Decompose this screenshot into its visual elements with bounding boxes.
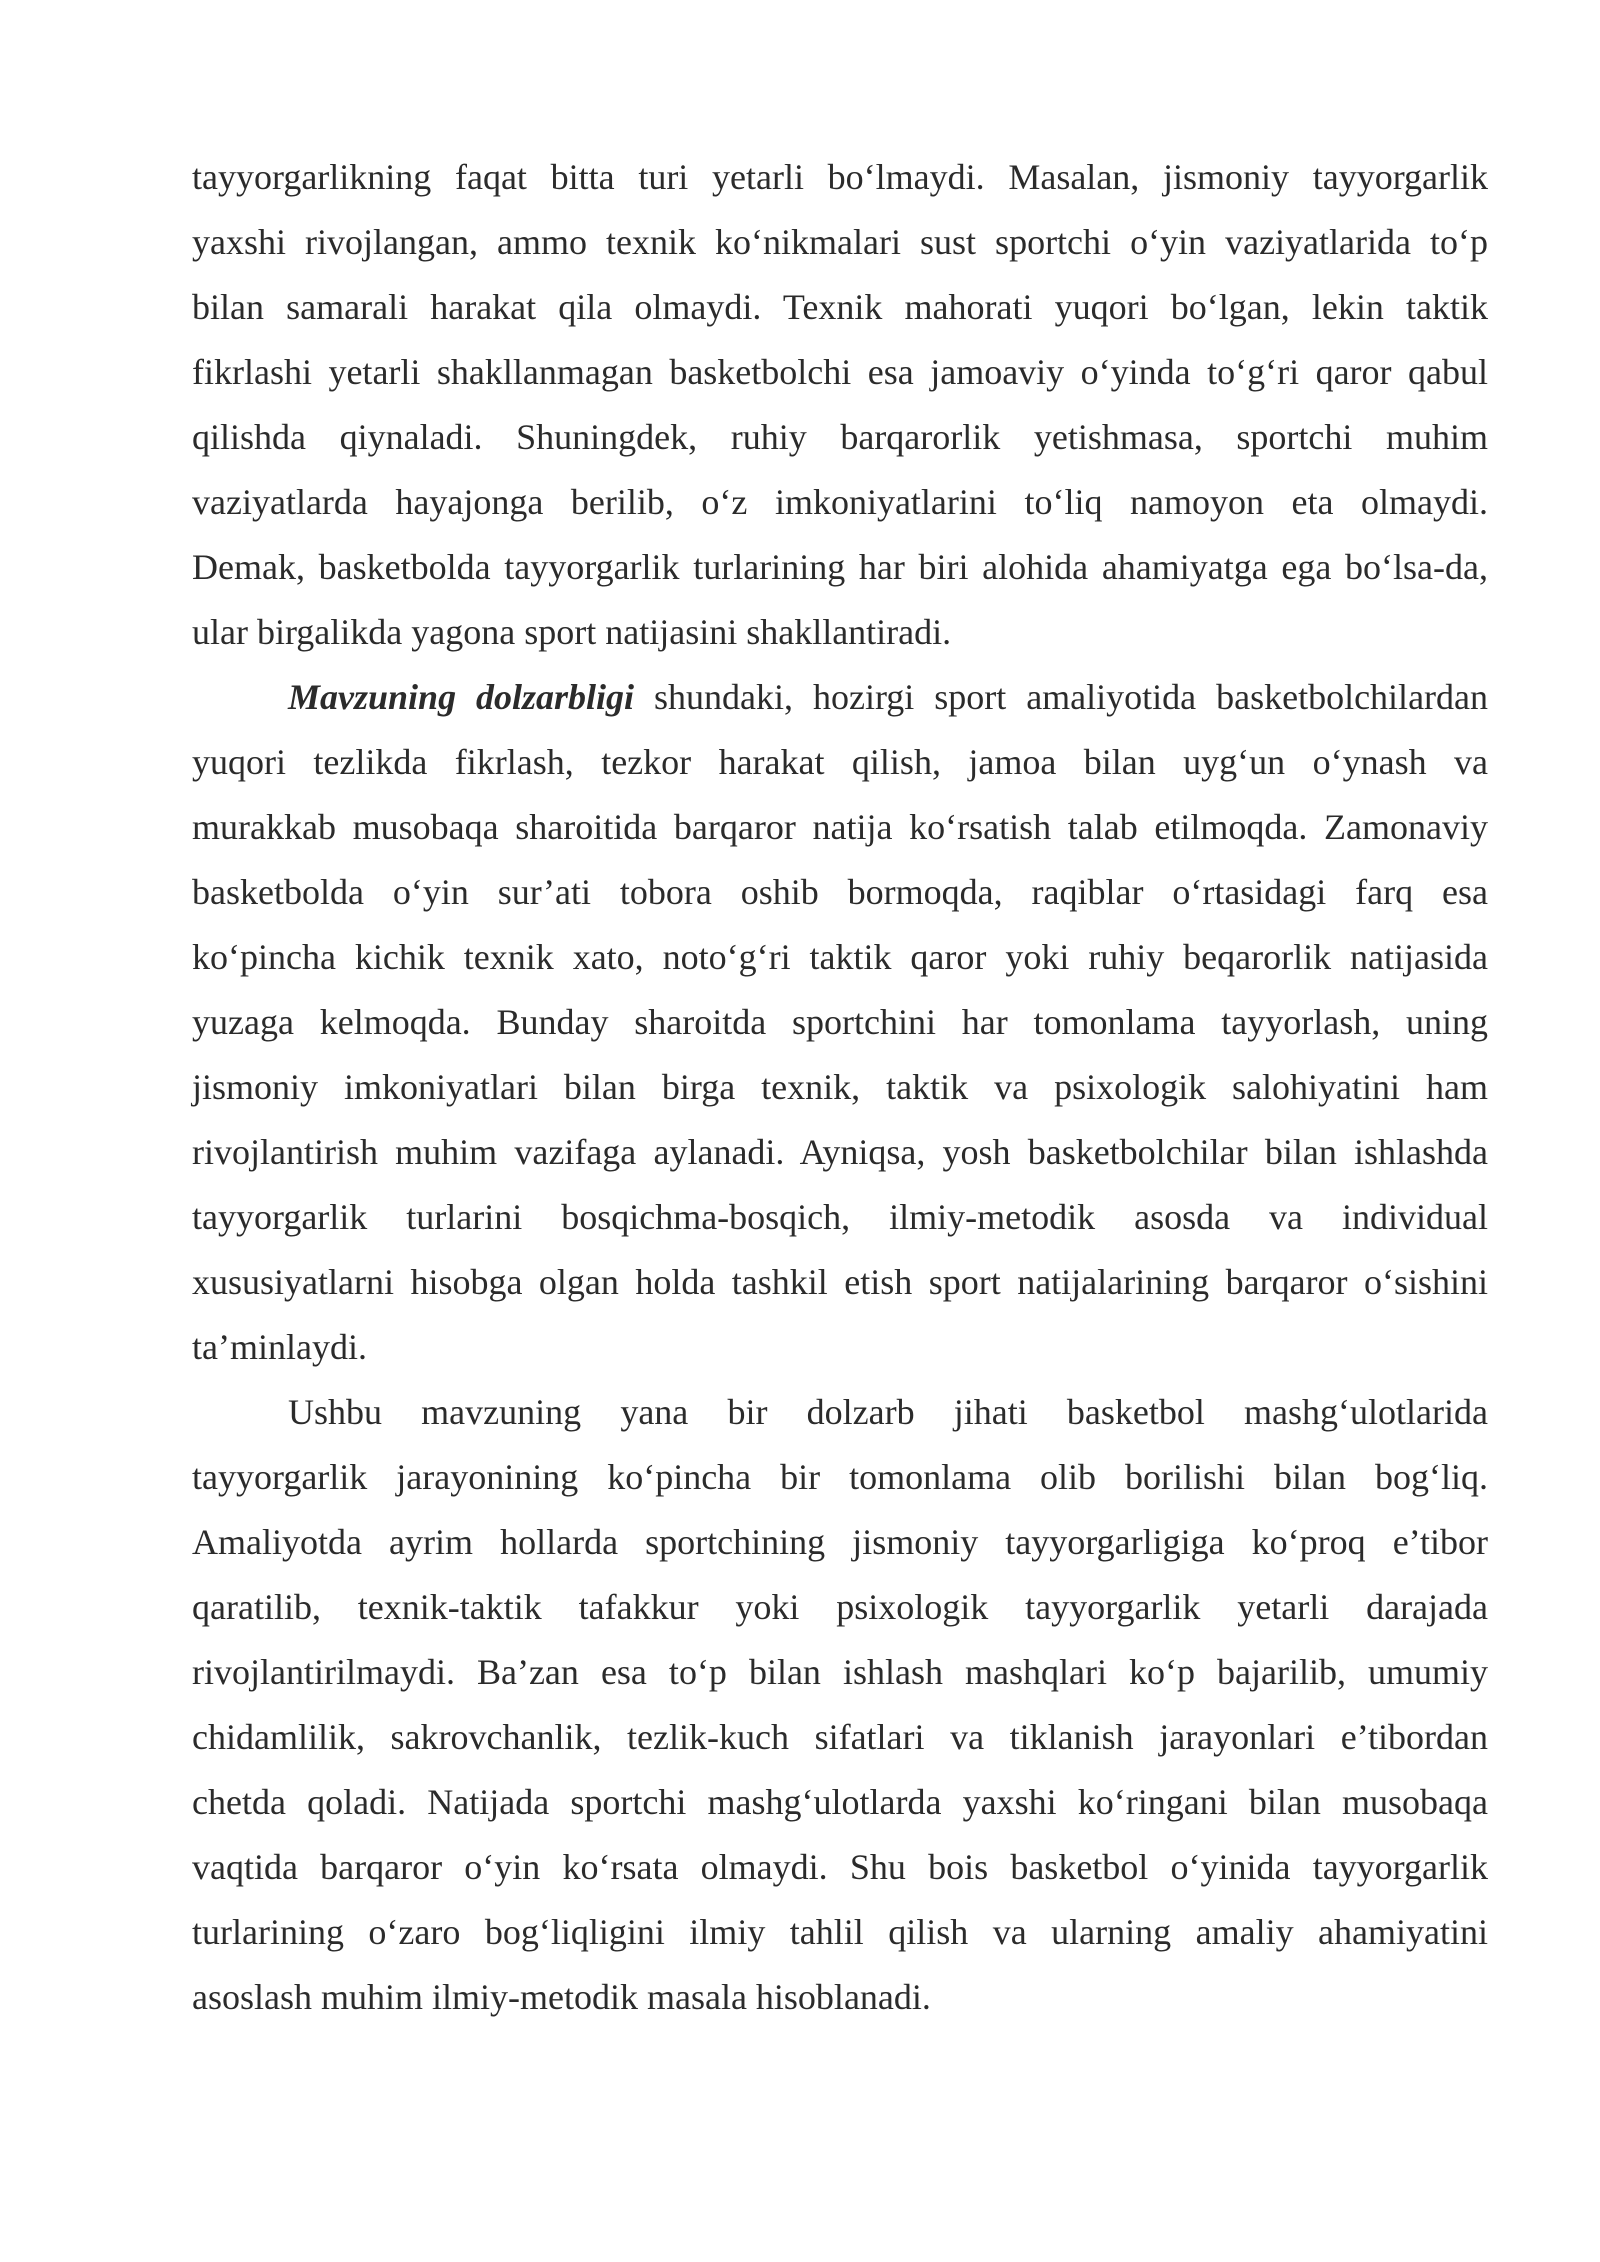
text-line: tayyorgarlik turlarini bosqichma-bosqich, ilmiy-metodik asosda va individual <box>192 1197 1488 1237</box>
text-line: qaratilib, texnik-taktik tafakkur yoki psixologik tayyorgarlik yetarli darajada <box>192 1587 1488 1627</box>
text-line: fikrlashi yetarli shakllanmagan basketbolchi esa jamoaviy o‘yinda to‘g‘ri qaror qabul <box>192 352 1488 392</box>
text-run: shundaki, hozirgi sport amaliyotida basketbolchilardan <box>634 677 1489 717</box>
text-line: asoslash muhim ilmiy-metodik masala hisoblanadi. <box>192 1977 931 2017</box>
text-line: tayyorgarlikning faqat bitta turi yetarli bo‘lmaydi. Masalan, jismoniy tayyorgarlik <box>192 157 1488 197</box>
text-line: ular birgalikda yagona sport natijasini shakllantiradi. <box>192 612 952 652</box>
text-line: chidamlilik, sakrovchanlik, tezlik-kuch sifatlari va tiklanish jarayonlari e’tibordan <box>192 1717 1488 1757</box>
text-line: ta’minlaydi. <box>192 1327 367 1367</box>
text-line: bilan samarali harakat qila olmaydi. Texnik mahorati yuqori bo‘lgan, lekin taktik <box>192 287 1488 327</box>
text-line <box>192 665 1488 730</box>
text-line: vaziyatlarda hayajonga berilib, o‘z imkoniyatlarini to‘liq namoyon eta olmaydi. <box>192 482 1488 522</box>
text-line: yuzaga kelmoqda. Bunday sharoitda sportchini har tomonlama tayyorlash, uning <box>192 1002 1488 1042</box>
text-line: xususiyatlarni hisobga olgan holda tashkil etish sport natijalarining barqaror o‘sishini <box>192 1262 1488 1302</box>
text-line: rivojlantirilmaydi. Ba’zan esa to‘p bilan ishlash mashqlari ko‘p bajarilib, umumiy <box>192 1652 1488 1692</box>
text-line: yuqori tezlikda fikrlash, tezkor harakat qilish, jamoa bilan uyg‘un o‘ynash va <box>192 742 1488 782</box>
text-line: tayyorgarlik jarayonining ko‘pincha bir tomonlama olib borilishi bilan bog‘liq. <box>192 1457 1488 1497</box>
text-line: jismoniy imkoniyatlari bilan birga texnik, taktik va psixologik salohiyatini ham <box>192 1067 1488 1107</box>
text-line: murakkab musobaqa sharoitida barqaror natija ko‘rsatish talab etilmoqda. Zamonaviy <box>192 807 1488 847</box>
text-line: basketbolda o‘yin sur’ati tobora oshib bormoqda, raqiblar o‘rtasidagi farq esa <box>192 872 1488 912</box>
emphasized-term: Mavzuning dolzarbligi <box>288 677 635 717</box>
document-body <box>192 145 1488 2030</box>
text-line: vaqtida barqaror o‘yin ko‘rsata olmaydi. Shu bois basketbol o‘yinida tayyorgarlik <box>192 1847 1488 1887</box>
paragraph <box>192 1380 1488 2030</box>
text-line: rivojlantirish muhim vazifaga aylanadi. Ayniqsa, yosh basketbolchilar bilan ishlashda <box>192 1132 1488 1172</box>
text-line: qilishda qiynaladi. Shuningdek, ruhiy barqarorlik yetishmasa, sportchi muhim <box>192 417 1488 457</box>
text-line: turlarining o‘zaro bog‘liqligini ilmiy tahlil qilish va ularning amaliy ahamiyatini <box>192 1912 1488 1952</box>
text-line: yaxshi rivojlangan, ammo texnik ko‘nikmalari sust sportchi o‘yin vaziyatlarida to‘p <box>192 222 1488 262</box>
text-line: Ushbu mavzuning yana bir dolzarb jihati basketbol mashg‘ulotlarida <box>288 1392 1488 1432</box>
paragraph <box>192 665 1488 1380</box>
text-line: Demak, basketbolda tayyorgarlik turlarining har biri alohida ahamiyatga ega bo‘lsa-da, <box>192 547 1488 587</box>
text-line: Amaliyotda ayrim hollarda sportchining jismoniy tayyorgarligiga ko‘proq e’tibor <box>192 1522 1488 1562</box>
text-line: chetda qoladi. Natijada sportchi mashg‘ulotlarda yaxshi ko‘ringani bilan musobaqa <box>192 1782 1488 1822</box>
text-line: ko‘pincha kichik texnik xato, noto‘g‘ri taktik qaror yoki ruhiy beqarorlik natijasida <box>192 937 1488 977</box>
paragraph <box>192 145 1488 665</box>
